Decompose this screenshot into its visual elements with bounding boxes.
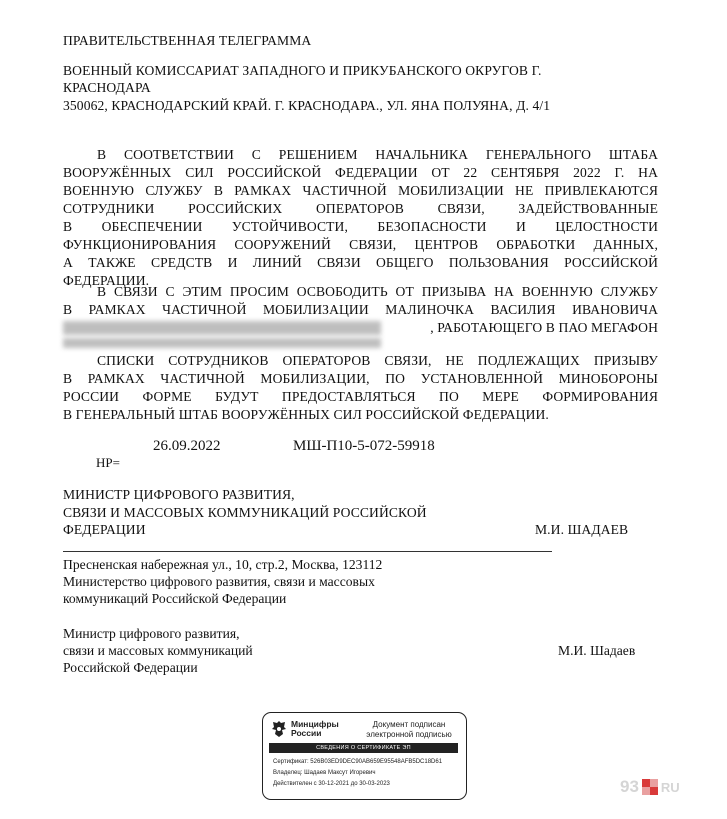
- paragraph-3: [63, 352, 658, 424]
- certificate-header: СВЕДЕНИЯ О СЕРТИФИКАТЕ ЭП: [269, 743, 458, 753]
- paragraph-3-line: В РАМКАХ ЧАСТИЧНОЙ МОБИЛИЗАЦИИ, ПО УСТАНОВЛЕННОЙ МИНОБОРОНЫ: [63, 371, 658, 386]
- certificate-id: Сертификат: 526B03ED9DEC90AB659E95548AFB5DC18D61: [273, 759, 443, 765]
- paragraph-2: [63, 283, 658, 337]
- coat-of-arms-icon: [271, 720, 287, 738]
- recipient-address: 350062, КРАСНОДАРСКИЙ КРАЙ. Г. КРАСНОДАРА., УЛ. ЯНА ПОЛУЯНА, Д. 4/1: [63, 98, 551, 113]
- e-signature-stamp: [262, 712, 467, 800]
- ministry-brand-line: Минцифры: [291, 719, 339, 729]
- paragraph-3-line: РОССИИ ФОРМЕ БУДУТ ПРЕДОСТАВЛЯТЬСЯ ПО МЕРЕ ФОРМИРОВАНИЯ: [63, 389, 658, 404]
- paragraph-1-line: А ТАКЖЕ СРЕДСТВ И ЛИНИЙ СВЯЗИ ОБЩЕГО ПОЛЬЗОВАНИЯ РОССИЙСКОЙ: [63, 255, 658, 270]
- signed-notice-line: Документ подписан: [372, 720, 446, 729]
- paragraph-1-line: В ОБЕСПЕЧЕНИИ УСТОЙЧИВОСТИ, БЕЗОПАСНОСТИ И ЦЕЛОСТНОСТИ: [63, 219, 658, 234]
- ministry-address: Пресненская набережная ул., 10, стр.2, Москва, 123112: [63, 557, 383, 572]
- recipient-line-2: КРАСНОДАРА: [63, 80, 151, 95]
- redacted-text: [63, 321, 381, 335]
- telegram-date: 26.09.2022: [153, 438, 221, 454]
- paragraph-1-line: ВООРУЖЁННЫХ СИЛ РОССИЙСКОЙ ФЕДЕРАЦИИ ОТ 22 СЕНТЯБРЯ 2022 Г. НА: [63, 165, 658, 180]
- redacted-text: [63, 338, 381, 348]
- telegram-number: МШ-П10-5-072-59918: [293, 438, 435, 454]
- paragraph-2-line: [63, 319, 658, 337]
- paragraph-1: [63, 146, 658, 290]
- paragraph-1-line: СОТРУДНИКИ РОССИЙСКИХ ОПЕРАТОРОВ СВЯЗИ, ЗАДЕЙСТВОВАННЫЕ: [63, 201, 658, 216]
- minister-title-line-2: связи и массовых коммуникаций: [63, 643, 253, 658]
- signer-title-line-3: ФЕДЕРАЦИИ: [63, 522, 146, 537]
- paragraph-3-line: В ГЕНЕРАЛЬНЫЙ ШТАБ ВООРУЖЁННЫХ СИЛ РОССИЙСКОЙ ФЕДЕРАЦИИ.: [63, 407, 549, 422]
- paragraph-1-line: В СООТВЕТСТВИИ С РЕШЕНИЕМ НАЧАЛЬНИКА ГЕНЕРАЛЬНОГО ШТАБА: [97, 147, 658, 162]
- signed-notice-line: электронной подписью: [366, 729, 452, 739]
- paragraph-1-line: ФУНКЦИОНИРОВАНИЯ СООРУЖЕНИЙ СВЯЗИ, ЦЕНТРОВ ОБРАБОТКИ ДАННЫХ,: [63, 237, 658, 252]
- nr-label: НР=: [96, 455, 120, 470]
- ministry-brand: [291, 720, 339, 738]
- site-watermark: [620, 776, 680, 798]
- watermark-number: 93: [620, 777, 639, 796]
- minister-name: М.И. Шадаев: [558, 643, 636, 658]
- certificate-validity: Действителен с 30-12-2021 до 30-03-2023: [273, 781, 390, 787]
- certificate-owner: Владелец: Шадаев Максут Игоревич: [273, 770, 376, 776]
- employer-text: , РАБОТАЮЩЕГО В ПАО МЕГАФОН: [430, 320, 658, 335]
- paragraph-1-line: ФЕДЕРАЦИИ.: [63, 273, 150, 288]
- minister-title-line-3: Российской Федерации: [63, 660, 198, 675]
- divider: [63, 551, 552, 552]
- ministry-brand-line: России: [291, 728, 322, 738]
- watermark-logo-icon: [642, 779, 658, 795]
- watermark-suffix: RU: [660, 779, 680, 795]
- ministry-name-line-2: коммуникаций Российской Федерации: [63, 591, 287, 606]
- paragraph-1-line: ВОЕННУЮ СЛУЖБУ В РАМКАХ ЧАСТИЧНОЙ МОБИЛИЗАЦИИ НЕ ПРИВЛЕКАЮТСЯ: [63, 183, 658, 198]
- signer-name: М.И. ШАДАЕВ: [535, 522, 629, 537]
- document-type: ПРАВИТЕЛЬСТВЕННАЯ ТЕЛЕГРАММА: [63, 33, 312, 48]
- recipient-line-1: ВОЕННЫЙ КОМИССАРИАТ ЗАПАДНОГО И ПРИКУБАНСКОГО ОКРУГОВ Г.: [63, 63, 542, 78]
- minister-title-line-1: Министр цифрового развития,: [63, 626, 240, 641]
- signed-notice: [359, 720, 459, 739]
- paragraph-3-line: СПИСКИ СОТРУДНИКОВ ОПЕРАТОРОВ СВЯЗИ, НЕ ПОДЛЕЖАЩИХ ПРИЗЫВУ: [97, 353, 658, 368]
- signer-title-line-1: МИНИСТР ЦИФРОВОГО РАЗВИТИЯ,: [63, 487, 295, 502]
- paragraph-2-line: В РАМКАХ ЧАСТИЧНОЙ МОБИЛИЗАЦИИ МАЛИНОЧКА ВАСИЛИЯ ИВАНОВИЧА: [63, 302, 658, 317]
- ministry-name-line-1: Министерство цифрового развития, связи и массовых: [63, 574, 375, 589]
- paragraph-2-line: В СВЯЗИ С ЭТИМ ПРОСИМ ОСВОБОДИТЬ ОТ ПРИЗЫВА НА ВОЕННУЮ СЛУЖБУ: [97, 284, 658, 299]
- signer-title-line-2: СВЯЗИ И МАССОВЫХ КОММУНИКАЦИЙ РОССИЙСКОЙ: [63, 505, 427, 520]
